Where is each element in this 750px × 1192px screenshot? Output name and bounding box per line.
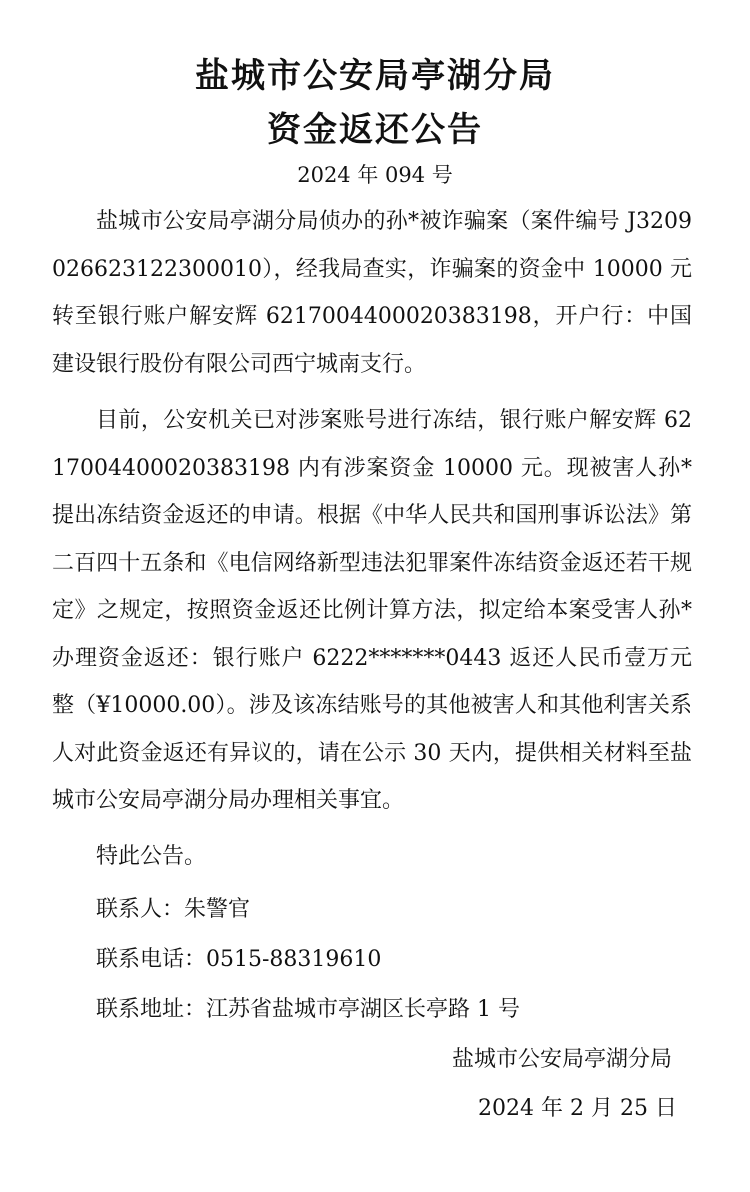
document-subtitle: 资金返还公告 [267, 110, 483, 150]
document-number: 2024 年 094 号 [297, 163, 453, 187]
body-paragraph-case: 盐城市公安局亭湖分局侦办的孙*被诈骗案（案件编号 J3209026623122300010），经我局查实，诈骗案的资金中 10000 元转至银行账户解安辉 6217004400020383198，开户行：中国建设银行股份有限公司西宁城南支行。 [52, 209, 692, 377]
closing-statement: 特此公告。 [96, 844, 207, 869]
document-title: 盐城市公安局亭湖分局 [195, 56, 555, 96]
contact-address: 联系地址：江苏省盐城市亭湖区长亭路 1 号 [96, 997, 520, 1022]
contact-phone: 联系电话：0515-88319610 [96, 947, 382, 972]
signature-organization: 盐城市公安局亭湖分局 [452, 1047, 673, 1072]
signature-date: 2024 年 2 月 25 日 [478, 1096, 677, 1121]
contact-person: 联系人：朱警官 [96, 897, 251, 922]
body-paragraph-refund: 目前，公安机关已对涉案账号进行冻结，银行账户解安辉 6217004400020383198 内有涉案资金 10000 元。现被害人孙*提出冻结资金返还的申请。根据《中华人民共和国刑事诉讼法》第二百四十五条和《电信网络新型违法犯罪案件冻结资金返还若干规定》之规定，按照资金返还比例计算方法，拟定给本案受害人孙*办理资金返还：银行账户 6222*******0443 返还人民币壹万元整（¥10000.00）。涉及该冻结账号的其他被害人和其他利害关系人对此资金返还有异议的，请在公示 30 天内，提供相关材料至盐城市公安局亭湖分局办理相关事宜。 [52, 408, 692, 813]
